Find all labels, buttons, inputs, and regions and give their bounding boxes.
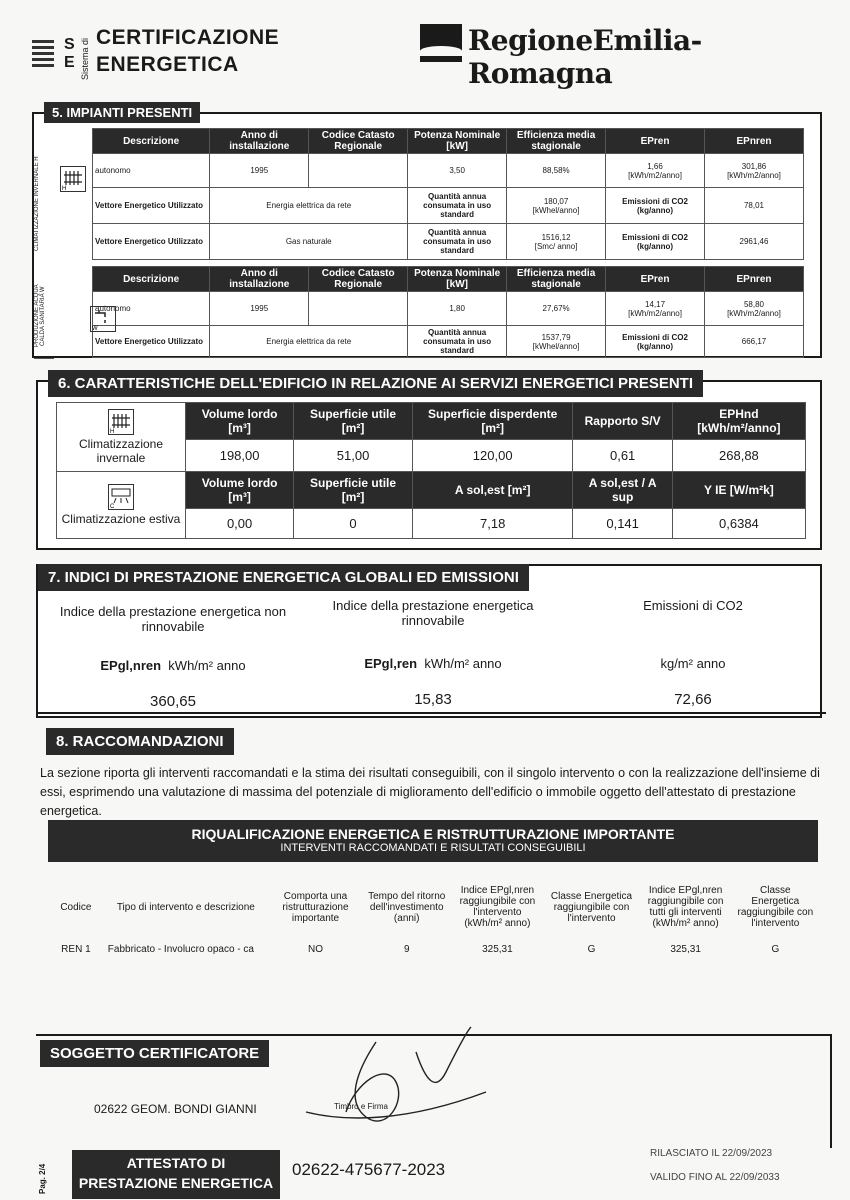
w-ephnd: 268,88 — [672, 440, 805, 472]
r1-epgl: 325,31 — [482, 944, 513, 955]
heat-v1-q-value: 180,07 — [543, 196, 569, 206]
side-label-heat: CLIMATIZZAZIONE INVERNALE H — [34, 156, 40, 252]
attestato-line2: PRESTAZIONE ENERGETICA — [78, 1175, 274, 1191]
heat-table — [92, 128, 804, 260]
interventi-header-row — [48, 872, 818, 942]
water-v1-e-value: 666,17 — [704, 326, 803, 358]
building-table — [56, 402, 806, 539]
h-epnren: EPnren — [704, 129, 803, 154]
attestato-label — [72, 1150, 280, 1199]
s8-frame-line — [36, 712, 826, 714]
logo-se: S E — [64, 36, 75, 71]
heat-v1-q-unit: [kWhel/anno] — [532, 205, 580, 215]
section-5-title: 5. IMPIANTI PRESENTI — [44, 102, 200, 123]
w-sv: 0,61 — [573, 440, 672, 472]
winter-label: Climatizzazione invernale — [78, 437, 164, 465]
nren-value: 360,65 — [150, 693, 196, 710]
radiator-icon — [60, 166, 86, 192]
logo-side-text: Sistema di — [80, 38, 90, 81]
co2-value: 72,66 — [674, 691, 712, 708]
heat-v1-e-value: 78,01 — [704, 188, 803, 224]
logo-stripes — [32, 40, 54, 70]
heat-epren: 1,66 — [647, 161, 663, 171]
title-line2: ENERGETICA — [96, 53, 239, 76]
winter-header-row — [57, 403, 806, 440]
r1-epgl-all: 325,31 — [670, 944, 701, 955]
svg-text:C: C — [110, 504, 115, 509]
w-vol-h: Volume lordo [m³] — [186, 403, 294, 440]
s8-intro: La sezione riporta gli interventi raccomandati e la stima dei risultati conseguibili, con il singolo intervento o con la realizzazione dell'insieme di essi, esprimendo una valutazione di massima del potenziale di miglioramento dell'edificio o immobile oggetto dell'attestato di prestazione energetica. — [40, 766, 820, 818]
water-vettore-row-1 — [93, 326, 804, 358]
ren-value: 15,83 — [414, 691, 452, 708]
side-label-water: PRODUZIONE ACQUA CALDA SANITARIA W — [34, 274, 54, 359]
water-v1-e-unit: (kg/anno) — [637, 341, 674, 351]
winter-radiator-icon — [108, 409, 134, 435]
ren-unit: kWh/m² anno — [424, 656, 502, 671]
w-h-epnren: EPnren — [704, 267, 803, 292]
attestato-code: 02622-475677-2023 — [292, 1160, 446, 1179]
s-sup: 0 — [294, 509, 413, 539]
water-v1-q-unit: [kWhel/anno] — [532, 341, 580, 351]
h-descr: Descrizione — [93, 129, 210, 154]
section-impianti — [32, 105, 822, 358]
water-epnren-unit: [kWh/m2/anno] — [727, 308, 781, 318]
s8-banner — [48, 820, 818, 862]
index-col-ren — [318, 598, 548, 708]
water-v1-q-label: Quantità annua consumata in uso standard — [408, 326, 507, 358]
s-yie-h: Y IE [W/m²k] — [672, 472, 805, 509]
co2-unit: kg/m² anno — [660, 656, 726, 671]
heat-v2-q-value: 1516,12 — [541, 232, 571, 242]
nren-heading: Indice della prestazione energetica non rinnovabile — [59, 604, 287, 634]
water-epren-unit: [kWh/m2/anno] — [628, 308, 682, 318]
signature-icon — [286, 1022, 506, 1142]
heat-v2-e-label: Emissioni di CO2 — [622, 232, 688, 242]
valido-date: VALIDO FINO AL 22/09/2033 — [650, 1172, 780, 1183]
heat-eff: 88,58% — [507, 154, 606, 188]
heat-v1-label: Vettore Energetico Utilizzato — [93, 188, 210, 224]
r1-classe: G — [587, 944, 596, 955]
h-epren: EPren — [606, 129, 705, 154]
water-data-row — [93, 292, 804, 326]
w-h-eff: Efficienza media stagionale — [507, 267, 606, 292]
section-caratteristiche — [36, 375, 822, 550]
s-asol: 7,18 — [412, 509, 573, 539]
w-disp-h: Superficie disperdente [m²] — [412, 403, 573, 440]
w-h-descr: Descrizione — [93, 267, 210, 292]
summer-header-row — [57, 472, 806, 509]
heat-v1-q-label: Quantità annua consumata in uso standard — [408, 188, 507, 224]
r1-ristr: NO — [307, 944, 323, 955]
w-sup-h: Superficie utile [m²] — [294, 403, 413, 440]
water-codice — [309, 292, 408, 326]
water-anno: 1995 — [210, 292, 309, 326]
h-codice: Codice Catasto Regionale — [309, 129, 408, 154]
section-6-title: 6. CARATTERISTICHE DELL'EDIFICIO IN RELAZIONE AI SERVIZI ENERGETICI PRESENTI — [48, 370, 703, 397]
s-vol: 0,00 — [186, 509, 294, 539]
r1-classe-all: G — [771, 944, 780, 955]
certifier-box — [36, 1034, 832, 1148]
w-h-epren: EPren — [606, 267, 705, 292]
s8-banner-sub: INTERVENTI RACCOMANDATI E RISULTATI CONSEGUIBILI — [280, 842, 586, 854]
w-ephnd-h: EPHnd [kWh/m²/anno] — [672, 403, 805, 440]
h-potenza: Potenza Nominale [kW] — [408, 129, 507, 154]
w-sv-h: Rapporto S/V — [573, 403, 672, 440]
water-epren: 14,17 — [645, 299, 666, 309]
tap-water-icon — [90, 306, 116, 332]
c-classe-h: Classe Energetica raggiungibile con l'intervento — [550, 890, 633, 924]
s-vol-h: Volume lordo [m³] — [186, 472, 294, 509]
svg-text:H: H — [62, 186, 67, 191]
heat-vettore-row-2 — [93, 224, 804, 260]
page-title — [96, 24, 279, 78]
s-yie: 0,6384 — [672, 509, 805, 539]
c-epgl-h: Indice EPgl,nren raggiungibile con l'intervento (kWh/m² anno) — [459, 885, 536, 929]
s8-banner-title: RIQUALIFICAZIONE ENERGETICA E RISTRUTTURAZIONE IMPORTANTE — [191, 826, 675, 842]
svg-text:W: W — [92, 326, 99, 331]
water-table — [92, 266, 804, 358]
heat-v2-e-value: 2961,46 — [704, 224, 803, 260]
region-emblem-icon — [420, 24, 462, 62]
w-h-codice: Codice Catasto Regionale — [309, 267, 408, 292]
heat-v2-q-unit: [Smc/ anno] — [534, 241, 578, 251]
r1-codice: REN 1 — [61, 944, 91, 955]
w-vol: 198,00 — [186, 440, 294, 472]
r1-tipo: Fabbricato - Involucro opaco - ca — [107, 944, 254, 955]
water-eff: 27,67% — [507, 292, 606, 326]
heat-epren-unit: [kWh/m2/anno] — [628, 170, 682, 180]
heat-v2-e-unit: (kg/anno) — [637, 241, 674, 251]
rilasciato-date: RILASCIATO IL 22/09/2023 — [650, 1148, 773, 1159]
heat-anno: 1995 — [210, 154, 309, 188]
summer-label: Climatizzazione estiva — [61, 512, 181, 526]
ren-sym: EPgl,ren — [364, 656, 418, 671]
nren-sym: EPgl,nren — [100, 658, 162, 673]
c-tempo-h: Tempo del ritorno dell'investimento (anni) — [368, 890, 446, 924]
stamp-label: Timbro e Firma — [334, 1102, 388, 1111]
water-potenza: 1,80 — [408, 292, 507, 326]
heat-v2-value: Gas naturale — [210, 224, 408, 260]
h-eff: Efficienza media stagionale — [507, 129, 606, 154]
w-disp: 120,00 — [412, 440, 573, 472]
nren-unit: kWh/m² anno — [168, 658, 246, 673]
ren-heading: Indice della prestazione energetica rinnovabile — [332, 598, 534, 628]
index-col-nren — [58, 604, 288, 710]
water-v1-label: Vettore Energetico Utilizzato — [93, 326, 210, 358]
heat-header-row — [93, 129, 804, 154]
air-conditioner-icon — [108, 484, 134, 510]
certifier-title: SOGGETTO CERTIFICATORE — [40, 1040, 269, 1067]
heat-epnren: 301,86 — [741, 161, 767, 171]
heat-data-row — [93, 154, 804, 188]
c-classe-all-h: Classe Energetica raggiungibile con l'intervento — [737, 885, 814, 929]
water-v1-value: Energia elettrica da rete — [210, 326, 408, 358]
certifier-name: 02622 GEOM. BONDI GIANNI — [94, 1102, 257, 1116]
page-number: Pag. 2/4 — [38, 1163, 47, 1194]
section-raccomandazioni — [36, 712, 830, 992]
heat-v1-e-label: Emissioni di CO2 — [622, 196, 688, 206]
svg-text:H: H — [110, 429, 115, 434]
r1-tempo: 9 — [403, 944, 410, 955]
section-7-title: 7. INDICI DI PRESTAZIONE ENERGETICA GLOBALI ED EMISSIONI — [38, 564, 529, 591]
heat-v2-q-label: Quantità annua consumata in uso standard — [408, 224, 507, 260]
region-name: RegioneEmilia-Romagna — [468, 24, 702, 90]
co2-heading: Emissioni di CO2 — [643, 598, 743, 613]
water-v1-q-value: 1537,79 — [541, 332, 571, 342]
w-sup: 51,00 — [294, 440, 413, 472]
heat-epnren-unit: [kWh/m2/anno] — [727, 170, 781, 180]
s-ratio: 0,141 — [573, 509, 672, 539]
water-v1-e-label: Emissioni di CO2 — [622, 332, 688, 342]
c-epgl-all-h: Indice EPgl,nren raggiungibile con tutti gli interventi (kWh/m² anno) — [647, 885, 724, 929]
heat-potenza: 3,50 — [408, 154, 507, 188]
c-tipo-h: Tipo di intervento e descrizione — [116, 901, 255, 913]
water-header-row — [93, 267, 804, 292]
attestato-line1: ATTESTATO DI — [126, 1155, 226, 1171]
region-logo — [420, 16, 810, 90]
section-8-title: 8. RACCOMANDAZIONI — [46, 728, 234, 755]
title-line1: CERTIFICAZIONE — [96, 26, 280, 49]
table-row — [48, 942, 818, 957]
heat-vettore-row-1 — [93, 188, 804, 224]
water-epnren: 58,80 — [743, 299, 764, 309]
c-codice-h: Codice — [60, 901, 92, 913]
s-asol-h: A sol,est [m²] — [412, 472, 573, 509]
w-h-anno: Anno di installazione — [210, 267, 309, 292]
h-anno: Anno di installazione — [210, 129, 309, 154]
heat-descr: autonomo — [95, 166, 131, 175]
heat-v1-value: Energia elettrica da rete — [210, 188, 408, 224]
heat-v2-label: Vettore Energetico Utilizzato — [93, 224, 210, 260]
section-indici — [36, 564, 822, 718]
heat-v1-e-unit: (kg/anno) — [637, 205, 674, 215]
interventi-table — [48, 872, 818, 957]
water-descr: autonomo — [95, 304, 131, 313]
c-ristr-h: Comporta una ristrutturazione importante — [282, 890, 349, 924]
s-sup-h: Superficie utile [m²] — [294, 472, 413, 509]
index-col-co2 — [578, 598, 808, 708]
s-ratio-h: A sol,est / A sup — [573, 472, 672, 509]
heat-codice — [309, 154, 408, 188]
w-h-potenza: Potenza Nominale [kW] — [408, 267, 507, 292]
